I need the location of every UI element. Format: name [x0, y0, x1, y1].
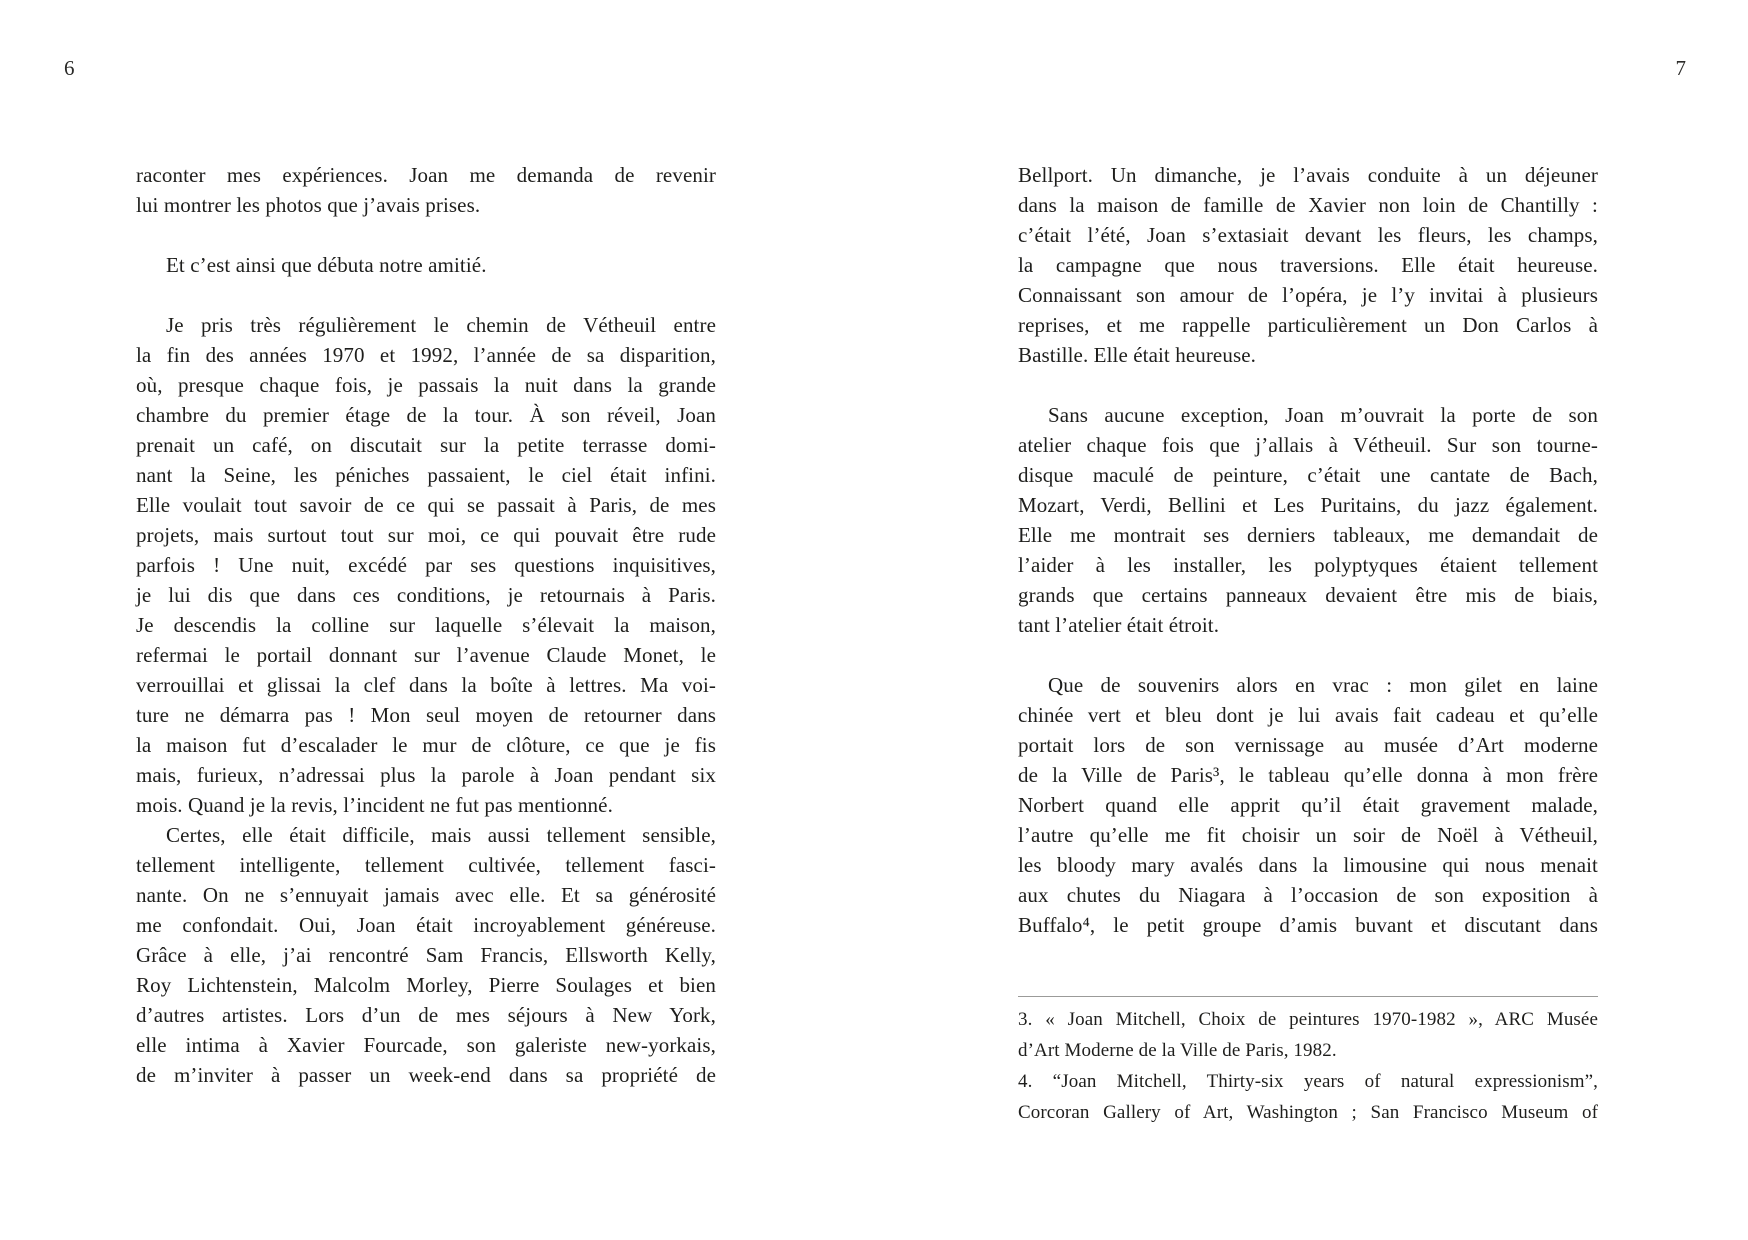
text-line: les bloody mary avalés dans la limousine qui nous menait — [1018, 853, 1598, 877]
text-line: Bastille. Elle était heureuse. — [1018, 343, 1256, 367]
text-line: je lui dis que dans ces conditions, je retournais à Paris. — [136, 583, 716, 607]
text-line: projets, mais surtout tout sur moi, ce qui pouvait être rude — [136, 523, 716, 547]
text-line: Elle voulait tout savoir de ce qui se passait à Paris, de mes — [136, 493, 716, 517]
blank-line — [1018, 640, 1598, 670]
text-line: verrouillai et glissai la clef dans la boîte à lettres. Ma voi- — [136, 673, 716, 697]
text-line: chambre du premier étage de la tour. À son réveil, Joan — [136, 403, 716, 427]
text-line: c’était l’été, Joan s’extasiait devant les fleurs, les champs, — [1018, 223, 1598, 247]
text-line: parfois ! Une nuit, excédé par ses questions inquisitives, — [136, 553, 716, 577]
text-line: d’Art Moderne de la Ville de Paris, 1982. — [1018, 1040, 1337, 1061]
text-line: Et c’est ainsi que débuta notre amitié. — [166, 253, 487, 277]
text-line: tellement intelligente, tellement cultivée, tellement fasci- — [136, 853, 716, 877]
text-line: grands que certains panneaux devaient être mis de biais, — [1018, 583, 1598, 607]
text-line: Norbert quand elle apprit qu’il était gravement malade, — [1018, 793, 1598, 817]
text-line: atelier chaque fois que j’allais à Vétheuil. Sur son tourne- — [1018, 433, 1598, 457]
text-line: Certes, elle était difficile, mais aussi tellement sensible, — [166, 823, 716, 847]
text-line: tant l’atelier était étroit. — [1018, 613, 1220, 637]
text-line: Que de souvenirs alors en vrac : mon gilet en laine — [1048, 673, 1598, 697]
text-line: disque maculé de peinture, c’était une cantate de Bach, — [1018, 463, 1598, 487]
text-line: Je pris très régulièrement le chemin de Vétheuil entre — [166, 313, 716, 337]
page-number-right: 7 — [1675, 56, 1686, 80]
text-line: la maison fut d’escalader le mur de clôture, ce que je fis — [136, 733, 716, 757]
text-line: lui montrer les photos que j’avais prises. — [136, 193, 481, 217]
text-line: de la Ville de Paris³, le tableau qu’elle donna à mon frère — [1018, 763, 1598, 787]
text-line: Corcoran Gallery of Art, Washington ; San Francisco Museum of — [1018, 1102, 1598, 1123]
text-line: 4. “Joan Mitchell, Thirty-six years of natural expressionism”, — [1018, 1071, 1598, 1092]
text-line: Roy Lichtenstein, Malcolm Morley, Pierre Soulages et bien — [136, 973, 716, 997]
text-line: Grâce à elle, j’ai rencontré Sam Francis, Ellsworth Kelly, — [136, 943, 716, 967]
text-line: reprises, et me rappelle particulièrement un Don Carlos à — [1018, 313, 1598, 337]
blank-line — [136, 280, 716, 310]
text-line: chinée vert et bleu dont je lui avais fait cadeau et qu’elle — [1018, 703, 1598, 727]
page-number-left: 6 — [64, 56, 75, 80]
text-line: Sans aucune exception, Joan m’ouvrait la porte de son — [1048, 403, 1598, 427]
text-line: mois. Quand je la revis, l’incident ne fut pas mentionné. — [136, 793, 613, 817]
text-line: la campagne que nous traversions. Elle était heureuse. — [1018, 253, 1598, 277]
text-line: de m’inviter à passer un week-end dans sa propriété de — [136, 1063, 716, 1087]
text-line: l’aider à les installer, les polyptyques étaient tellement — [1018, 553, 1598, 577]
text-column-left — [136, 160, 716, 1090]
text-line: ture ne démarra pas ! Mon seul moyen de retourner dans — [136, 703, 716, 727]
text-line: dans la maison de famille de Xavier non loin de Chantilly : — [1018, 193, 1598, 217]
blank-line — [1018, 370, 1598, 400]
text-line: Mozart, Verdi, Bellini et Les Puritains, du jazz également. — [1018, 493, 1598, 517]
footnote-block — [1018, 996, 1598, 1128]
text-line: Connaissant son amour de l’opéra, je l’y invitai à plusieurs — [1018, 283, 1598, 307]
text-line: mais, furieux, n’adressai plus la parole à Joan pendant six — [136, 763, 716, 787]
text-line: nant la Seine, les péniches passaient, le ciel était infini. — [136, 463, 716, 487]
text-line: Buffalo⁴, le petit groupe d’amis buvant et discutant dans — [1018, 913, 1598, 937]
text-line: où, presque chaque fois, je passais la nuit dans la grande — [136, 373, 716, 397]
text-line: me confondait. Oui, Joan était incroyablement généreuse. — [136, 913, 716, 937]
text-line: Elle me montrait ses derniers tableaux, me demandait de — [1018, 523, 1598, 547]
text-line: d’autres artistes. Lors d’un de mes séjours à New York, — [136, 1003, 716, 1027]
blank-line — [136, 220, 716, 250]
text-line: elle intima à Xavier Fourcade, son galeriste new-yorkais, — [136, 1033, 716, 1057]
text-line: Je descendis la colline sur laquelle s’élevait la maison, — [136, 613, 716, 637]
text-line: portait lors de son vernissage au musée d’Art moderne — [1018, 733, 1598, 757]
text-line: raconter mes expériences. Joan me demanda de revenir — [136, 163, 716, 187]
text-line: la fin des années 1970 et 1992, l’année de sa disparition, — [136, 343, 716, 367]
body-lines-right — [1018, 160, 1598, 940]
text-column-right — [1018, 160, 1598, 1128]
text-line: Bellport. Un dimanche, je l’avais conduite à un déjeuner — [1018, 163, 1598, 187]
text-line: prenait un café, on discutait sur la petite terrasse domi- — [136, 433, 716, 457]
text-line: aux chutes du Niagara à l’occasion de son exposition à — [1018, 883, 1598, 907]
text-line: refermai le portail donnant sur l’avenue Claude Monet, le — [136, 643, 716, 667]
text-line: nante. On ne s’ennuyait jamais avec elle. Et sa générosité — [136, 883, 716, 907]
text-line: 3. « Joan Mitchell, Choix de peintures 1970-1982 », ARC Musée — [1018, 1009, 1598, 1030]
text-line: l’autre qu’elle me fit choisir un soir de Noël à Vétheuil, — [1018, 823, 1598, 847]
